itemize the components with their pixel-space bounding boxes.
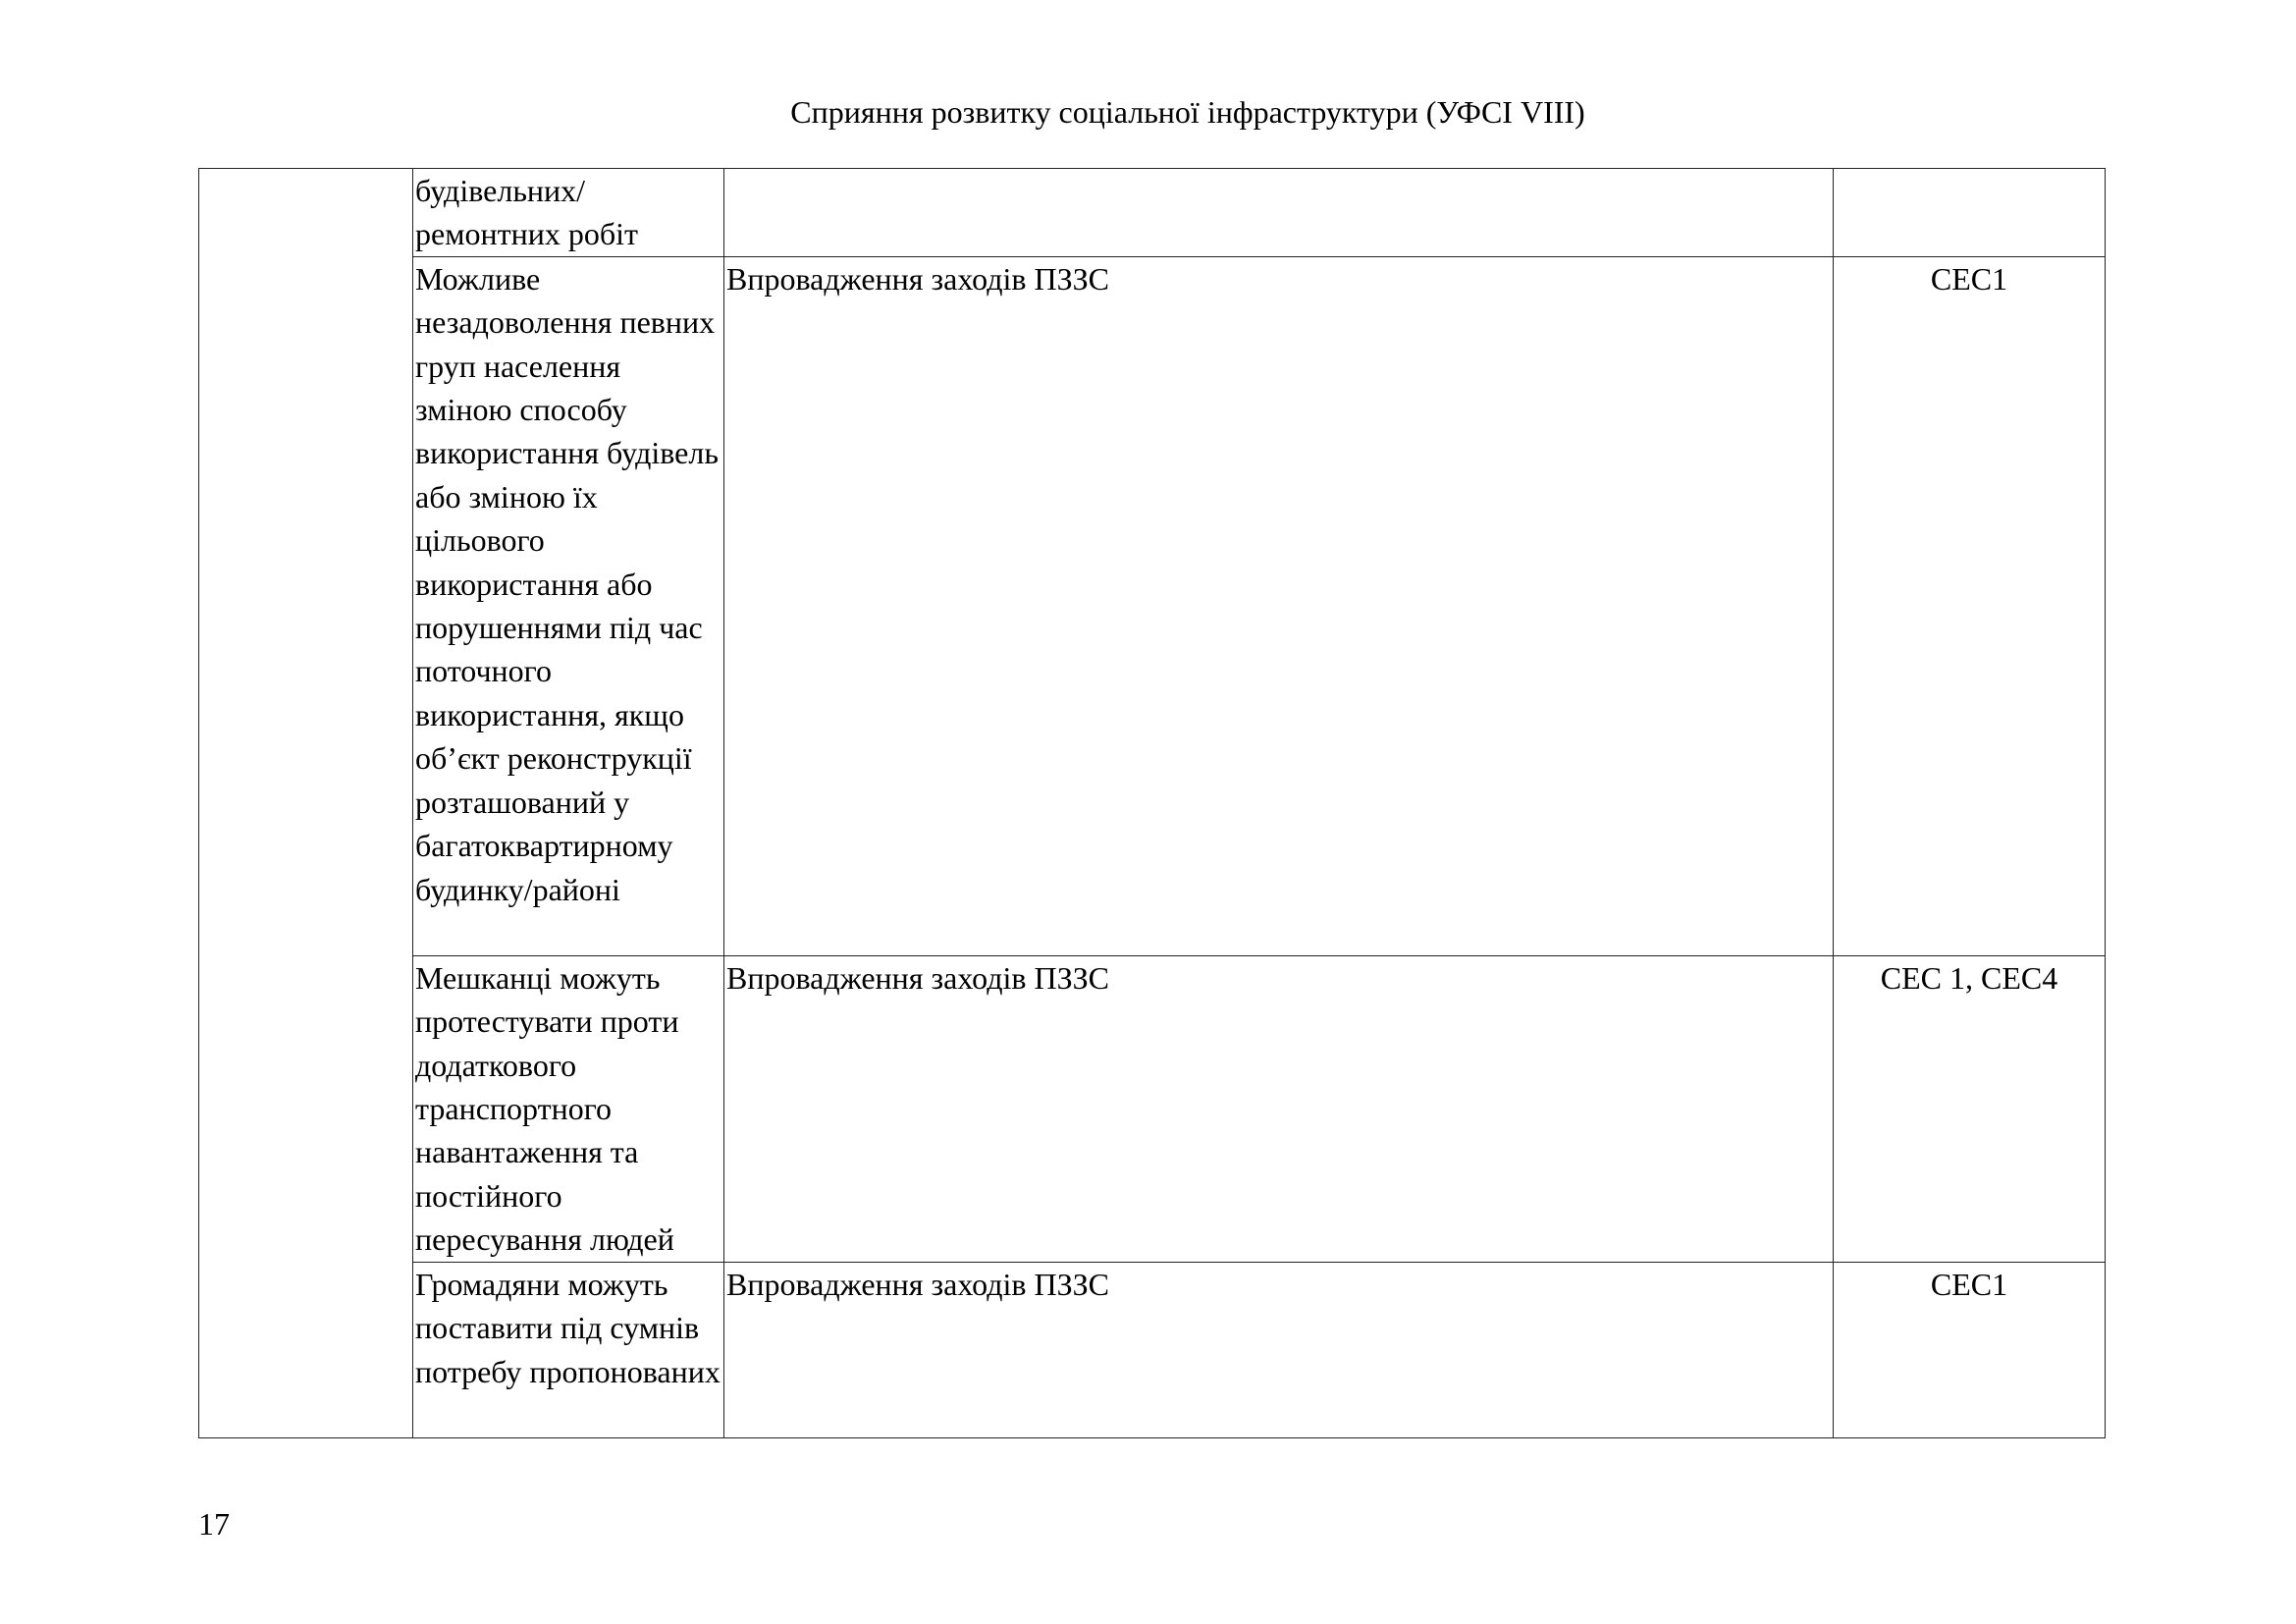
table-cell-risk: будівельних/ремонтних робіт bbox=[413, 169, 724, 257]
table-cell-code: СЕС 1, СЕС4 bbox=[1834, 955, 2106, 1262]
table-cell-code: СЕС1 bbox=[1834, 1262, 2106, 1437]
table-row bbox=[199, 169, 2106, 257]
table-cell-measure bbox=[724, 169, 1834, 257]
risk-mitigation-table bbox=[198, 168, 2106, 1438]
table-cell-measure: Впровадження заходів ПЗЗС bbox=[724, 256, 1834, 955]
table-cell-risk: Мешканці можуть протестувати проти додаткового транспортного навантаження та постійного пересування людей bbox=[413, 955, 724, 1262]
table-cell-code: СЕС1 bbox=[1834, 256, 2106, 955]
table-row bbox=[199, 955, 2106, 1262]
table-row bbox=[199, 256, 2106, 955]
table-row bbox=[199, 1262, 2106, 1437]
page-number: 17 bbox=[198, 1506, 230, 1542]
table-cell-risk: Громадяни можуть поставити під сумнів потребу пропонованих bbox=[413, 1262, 724, 1437]
table-cell-code bbox=[1834, 169, 2106, 257]
table-cell-measure: Впровадження заходів ПЗЗС bbox=[724, 1262, 1834, 1437]
table-cell-measure: Впровадження заходів ПЗЗС bbox=[724, 955, 1834, 1262]
page-header: Сприяння розвитку соціальної інфраструктури (УФСІ VIII) bbox=[790, 94, 1585, 130]
table-cell-empty bbox=[199, 169, 413, 1438]
table-cell-risk: Можливе незадоволення певних груп населення зміною способу використання будівель або зміною їх цільового використання або порушеннями під час поточного використання, якщо об’єкт реконструкції розташований у багатоквартирному будинку/районі bbox=[413, 256, 724, 955]
